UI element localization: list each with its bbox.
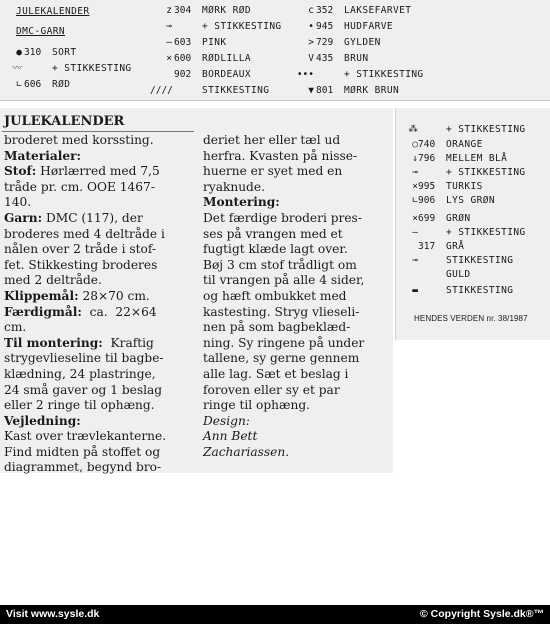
text-line [4,211,196,227]
text-line [203,320,389,336]
text-line [203,133,389,149]
text-line [203,242,389,258]
key-symbol: c [308,5,314,16]
body-text: broderet med korssting. [4,133,154,147]
key-color-label: PINK [202,37,227,48]
key-symbol: ∟ [16,79,22,90]
key-color-number: 352 [316,5,334,16]
key-color-label: LYS GRØN [446,195,495,206]
design-credit: Design: [203,413,250,428]
key-color-label: + STIKKESTING [202,21,282,32]
body-text: Kast over trævlekanterne. [4,429,167,444]
key-color-number: 606 [24,79,42,90]
body-text: alle lag. Sæt et beslag i [203,366,349,381]
text-line [203,383,389,399]
key-color-number: 906 [418,195,436,206]
key-symbol: × [166,53,172,64]
key-color-label: BRUN [344,53,369,64]
section-label: Stof: [4,164,37,179]
key-color-number: 600 [174,53,192,64]
section-label: Til montering: [4,335,103,350]
key-symbol: ● [16,47,22,58]
key-color-label: RØD [52,79,71,90]
body-text: ca. 22×64 [81,304,157,319]
body-text: deriet her eller tæl ud [203,133,341,147]
text-line [4,289,196,305]
section-label: Færdigmål: [4,304,82,319]
body-text: DMC (117), der [42,210,143,225]
text-line [4,133,196,149]
key-color-number: 317 [418,241,436,252]
key-color-label: ORANGE [446,139,483,150]
body-text: strygevlieseline til bagbe- [4,351,164,366]
text-line [4,320,196,336]
color-key-top [0,0,550,101]
body-text: 28×70 cm. [78,288,150,303]
body-text: kastesting. Stryg vlieseli- [203,304,360,319]
key-color-number: 435 [316,53,334,64]
key-color-label: GRØN [446,213,471,224]
key-color-label: SORT [52,47,77,58]
key-color-label: + STIKKESTING [446,167,526,178]
text-line [203,289,389,305]
body-text: herfra. Kvasten på nisse- [203,148,358,163]
section-label: Vejledning: [4,413,81,428]
body-text: ryaknude. [203,179,265,194]
design-credit: Ann Bett [203,429,258,444]
title-divider [2,131,194,132]
design-credit: Zachariassen. [203,444,290,459]
body-text: ringe til ophæng. [203,398,310,413]
key-color-label: RØDLILLA [202,53,251,64]
key-color-label: MØRK BRUN [344,85,400,96]
key-color-label: BORDEAUX [202,69,251,80]
key-color-label: MELLEM BLÅ [446,153,508,164]
text-line [4,227,196,243]
text-line [4,195,196,211]
body-text: tallene, sy gerne gennem [203,351,360,366]
text-line [203,414,389,430]
color-key-side [395,108,550,340]
section-label: Garn: [4,210,43,225]
text-line [4,367,196,383]
key-symbol: — [166,37,172,48]
body-text: ses på vrangen med et [203,226,343,241]
text-line [203,336,389,352]
key-symbol: ⊸ [412,255,418,266]
text-line [203,305,389,321]
footer-site-link[interactable]: Visit www.sysle.dk [6,608,100,620]
text-line [203,227,389,243]
text-line [203,429,389,445]
text-line [203,273,389,289]
key-symbol: V [308,53,314,64]
key-color-label: + STIKKESTING [446,124,526,135]
body-text: 140. [4,195,32,210]
section-label: Materialer: [4,148,82,163]
source-credit: HENDES VERDEN nr. 38/1987 [414,314,528,323]
key-symbol: //// [150,85,173,96]
key-symbol: — [412,227,418,238]
body-text: Bøj 3 cm stof trådligt om [203,257,357,272]
body-text: klædning, 24 plastringe, [4,366,156,381]
key-symbol: ∟ [412,195,418,206]
text-line [4,149,196,165]
text-line [203,367,389,383]
key-symbol: ••• [296,69,314,80]
body-text: 24 små gaver og 1 beslag [4,382,163,397]
key-color-number: 902 [174,69,192,80]
text-line [4,336,196,352]
key-color-label: TURKIS [446,181,483,192]
text-line [4,383,196,399]
body-text: fet. Stikkesting broderes [4,257,158,272]
body-text: diagrammet, begynd bro- [4,460,162,475]
text-line [4,305,196,321]
body-text: og hæft ombukket med [203,288,347,303]
text-line [203,398,389,414]
body-text: Find midten på stoffet og [4,444,161,459]
text-line [4,414,196,430]
key-color-number: 304 [174,5,192,16]
footer-copyright: © Copyright Sysle.dk®™ [420,608,544,620]
text-line [203,445,389,461]
key-color-number: 796 [418,153,436,164]
body-text: cm. [4,320,27,335]
body-text: foroven eller sy et par [203,382,340,397]
text-line [203,180,389,196]
text-line [4,164,196,180]
key-color-number: 699 [418,213,436,224]
text-line [4,398,196,414]
key-color-label: LAKSEFARVET [344,5,412,16]
key-symbol: ▼ [308,85,314,96]
body-text: Hørlærred med 7,5 [36,164,160,179]
key-color-label: STIKKESTING [202,85,270,96]
key-color-number: 740 [418,139,436,150]
body-text: eller 2 ringe til ophæng. [4,398,155,413]
footer-bar [0,605,550,624]
key-color-label: + STIKKESTING [446,227,526,238]
key-symbol: 〰 [12,63,22,74]
key-color-label: GULD [446,269,471,280]
body-text: nen på som bagbeklæd- [203,320,351,335]
key-color-label: HUDFARVE [344,21,393,32]
key-color-label: GRÅ [446,241,465,252]
text-line [4,445,196,461]
key-symbol: ⊸ [412,167,418,178]
key-symbol: ↓ [412,153,418,164]
key-color-number: 801 [316,85,334,96]
text-line [4,258,196,274]
section-label: Montering: [203,195,280,210]
article-column-1 [4,133,196,476]
key-heading: JULEKALENDER [16,6,90,17]
key-color-label: + STIKKESTING [52,63,132,74]
text-line [4,351,196,367]
text-line [203,211,389,227]
text-line [4,242,196,258]
body-text: tråde pr. cm. OOE 1467- [4,179,155,194]
key-color-number: 945 [316,21,334,32]
key-symbol: × [412,213,418,224]
text-line [203,149,389,165]
key-symbol: × [412,181,418,192]
body-text: fugtigt klæde lagt over. [203,242,348,257]
key-color-label: STIKKESTING [446,255,514,266]
key-subheading: DMC-GARN [16,26,65,37]
text-line [4,273,196,289]
text-line [203,258,389,274]
key-color-label: MØRK RØD [202,5,251,16]
key-symbol: ⊸ [166,21,172,32]
key-color-number: 310 [24,47,42,58]
key-color-number: 995 [418,181,436,192]
body-text: til vrangen på alle 4 sider, [203,273,365,288]
body-text: ning. Sy ringene på under [203,335,365,350]
text-line [203,351,389,367]
key-symbol: ⁂ [408,124,418,135]
body-text: huerne er syet med en [203,164,343,179]
text-line [4,429,196,445]
article-column-2 [203,133,389,460]
text-line [203,164,389,180]
text-line [203,195,389,211]
key-color-label: STIKKESTING [446,285,514,296]
key-symbol: • [308,21,314,32]
key-symbol: ○ [412,139,418,150]
body-text: nålen over 2 tråde i stof- [4,242,157,257]
body-text: broderes med 4 deltråde i [4,226,165,241]
text-line [4,460,196,476]
key-symbol: z [166,5,172,16]
body-text: Kraftig [102,335,154,350]
body-text: med 2 deltråde. [4,273,102,288]
article-title: JULEKALENDER [4,114,125,129]
key-color-number: 729 [316,37,334,48]
key-color-label: GYLDEN [344,37,381,48]
key-color-label: + STIKKESTING [344,69,424,80]
body-text: Det færdige broderi pres- [203,210,362,225]
key-color-number: 603 [174,37,192,48]
article [0,108,393,473]
key-symbol: ▬ [412,285,418,296]
key-symbol: > [308,37,314,48]
text-line [4,180,196,196]
section-label: Klippemål: [4,288,79,303]
